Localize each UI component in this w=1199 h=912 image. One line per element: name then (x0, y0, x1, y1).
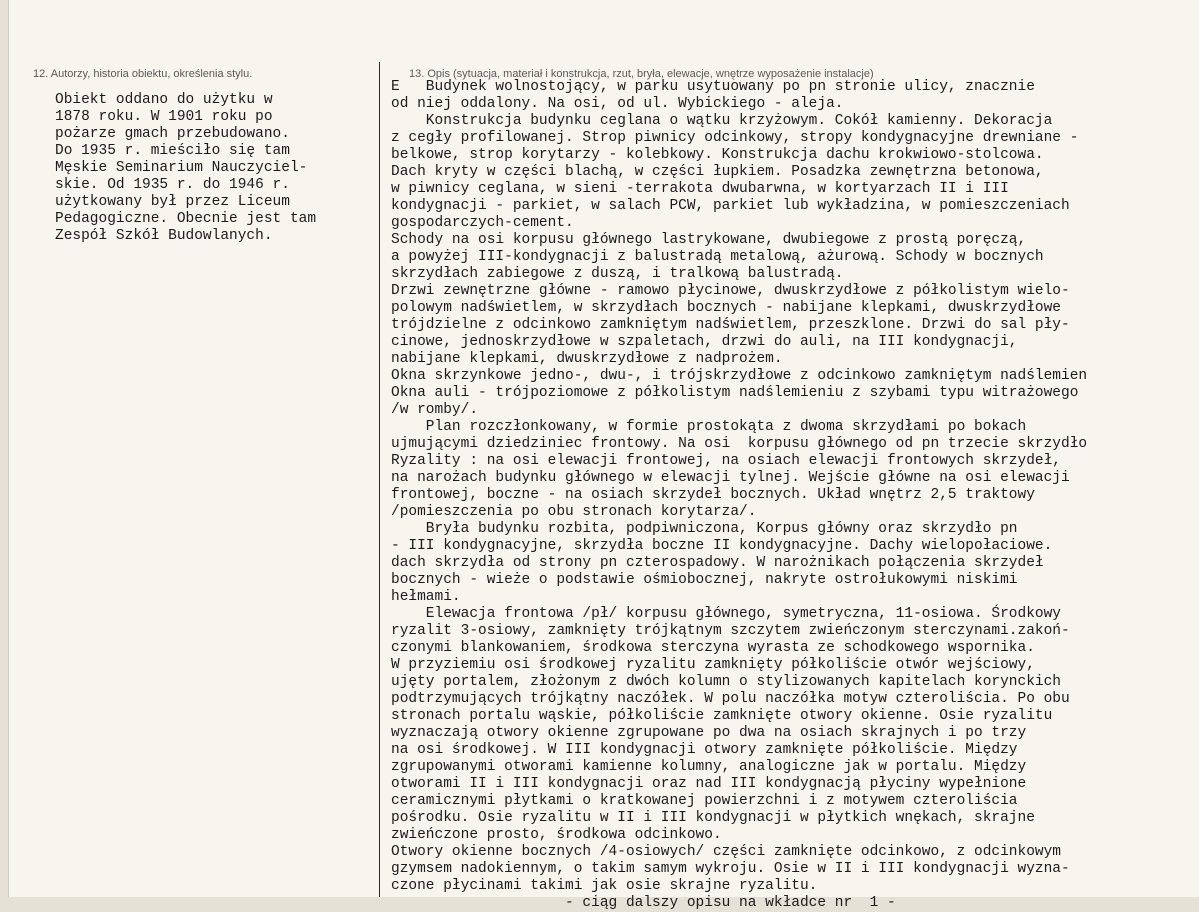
history-text-line: 1878 roku. W 1901 roku po (55, 109, 273, 125)
description-text-line: Konstrukcja budynku ceglana o wątku krzyżowym. Cokół kamienny. Dekoracja (391, 113, 1053, 129)
description-text-line: stronach portalu wąskie, półkoliście zamknięte otwory okienne. Osie ryzalitu (391, 708, 1053, 724)
description-text-line: ujmującymi dziedziniec frontowy. Na osi korpusu głównego od pn trzecie skrzydło (391, 436, 1088, 452)
description-text-line: cinowe, jednoskrzydłowe w szpaletach, drzwi do auli, na III kondygnacji, (391, 334, 1018, 350)
description-text-line: Elewacja frontowa /pł/ korpusu głównego, symetryczna, 11-osiowa. Środkowy (391, 606, 1062, 622)
left-section-header: 12. Autorzy, historia obiektu, określenia stylu. (33, 68, 253, 80)
history-text-line: Pedagogiczne. Obecnie jest tam (55, 211, 317, 227)
description-text-line: Schody na osi korpusu głównego lastrykowane, dwubiegowe z prostą poręczą, (391, 232, 1027, 248)
description-text-line: na narożach budynku głównego w elewacji tylnej. Wejście główne na osi elewacji (391, 470, 1070, 486)
history-text-line: Męskie Seminarium Nauczyciel- (55, 160, 308, 176)
description-text-line: /pomieszczenia po obu stronach korytarza/. (391, 504, 757, 520)
description-text-line: W przyziemiu osi środkowej ryzalitu zamknięty półkoliście otwór wejściowy, (391, 657, 1035, 673)
description-text-line: - ciąg dalszy opisu na wkładce nr 1 - (391, 895, 896, 911)
description-text-line: zwieńczone prosto, środkowa odcinkowo. (391, 827, 722, 843)
history-text-line: Obiekt oddano do użytku w (55, 92, 273, 108)
description-text-line: E Budynek wolnostojący, w parku usytuowany po pn stronie ulicy, znacznie (391, 79, 1035, 95)
history-text-line: skie. Od 1935 r. do 1946 r. (55, 177, 290, 193)
history-text-line: Zespół Szkół Budowlanych. (55, 228, 273, 244)
history-text-line: pożarze gmach przebudowano. (55, 126, 290, 142)
document-sheet (8, 0, 1199, 911)
description-text-line: trójdzielne z odcinkowo zamkniętym nadświetlem, przeszklone. Drzwi do sal pły- (391, 317, 1070, 333)
description-text-line: a powyżej III-kondygnacji z balustradą metalową, ażurową. Schody w bocznych (391, 249, 1044, 265)
description-text-line: w piwnicy ceglana, w sieni -terrakota dwubarwna, w kortyarzach II i III (391, 181, 1009, 197)
description-text-line: Okna skrzynkowe jedno-, dwu-, i trójskrzydłowe z odcinkowo zamkniętym nadślemien (391, 368, 1088, 384)
description-text-line: na osi środkowej. W III kondygnacji otwory zamknięte półkoliście. Między (391, 742, 1018, 758)
description-text-line: czone płycinami takimi jak osie skrajne ryzalitu. (391, 878, 818, 894)
description-text-line: wyznaczają otwory okienne zgrupowane po dwa na osiach skrajnych i po trzy (391, 725, 1027, 741)
description-text-line: zgrupowanymi otworami kamienne kolumny, analogiczne jak w portalu. Między (391, 759, 1027, 775)
description-text-line: Dach kryty w części blachą, w części łupkiem. Posadzka zewnętrzna betonowa, (391, 164, 1044, 180)
description-text-line: belkowe, strop korytarzy - kolebkowy. Konstrukcja dachu krokwiowo-stolcowa. (391, 147, 1044, 163)
description-text-line: pośrodku. Osie ryzalitu w II i III kondygnacji w płytkich wnękach, skrajne (391, 810, 1035, 826)
description-text-line: /w romby/. (391, 402, 479, 418)
column-divider (379, 62, 380, 897)
description-text-line: ryzalit 3-osiowy, zamknięty trójkątnym szczytem zwieńczonym sterczynami.zakoń- (391, 623, 1070, 639)
description-text-line: Ryzality : na osi elewacji frontowej, na osiach elewacji frontowych skrzydeł, (391, 453, 1062, 469)
description-text-line: od niej oddalony. Na osi, od ul. Wybickiego - aleja. (391, 96, 844, 112)
description-text-line: otworami II i III kondygnacji oraz nad III kondygnacją płyciny wypełnione (391, 776, 1027, 792)
description-text-line: Plan rozczłonkowany, w formie prostokąta z dwoma skrzydłami po bokach (391, 419, 1027, 435)
description-text-line: dach skrzydła od strony pn czterospadowy. W narożnikach połączenia skrzydeł (391, 555, 1044, 571)
description-text-column (391, 79, 1087, 912)
description-text-line: podtrzymujących trójkątny naczółek. W polu naczółka motyw czteroliścia. Po obu (391, 691, 1070, 707)
history-text-line: użytkowany był przez Liceum (55, 194, 290, 210)
description-text-line: ujęty portalem, złożonym z dwóch kolumn o stylizowanych kapitelach korynckich (391, 674, 1062, 690)
description-text-line: Bryła budynku rozbita, podpiwniczona, Korpus główny oraz skrzydło pn (391, 521, 1018, 537)
description-text-line: Otwory okienne bocznych /4-osiowych/ części zamknięte odcinkowo, z odcinkowym (391, 844, 1062, 860)
description-text-line: Okna auli - trójpoziomowe z półkolistym nadślemieniu z szybami typu witrażowego (391, 385, 1079, 401)
history-text-line: Do 1935 r. mieściło się tam (55, 143, 290, 159)
history-text-column (55, 92, 316, 245)
description-text-line: gzymsem nadokiennym, o takim samym wykroju. Osie w II i III kondygnacji wyzna- (391, 861, 1070, 877)
description-text-line: Drzwi zewnętrzne główne - ramowo płycinowe, dwuskrzydłowe z półkolistym wielo- (391, 283, 1070, 299)
description-text-line: polowym nadświetlem, w skrzydłach bocznych - nabijane klepkami, dwuskrzydłowe (391, 300, 1062, 316)
description-text-line: ceramicznymi płytkami o kratkowanej powierzchni i z motywem czteroliścia (391, 793, 1018, 809)
description-text-line: skrzydłach zabiegowe z duszą, i tralkową balustradą. (391, 266, 844, 282)
right-section-header: 13. Opis (sytuacja, materiał i konstrukcja, rzut, bryła, elewacje, wnętrze wyposażenie instalacje) (409, 68, 874, 80)
description-text-line: frontowej, boczne - na osiach skrzydeł bocznych. Układ wnętrz 2,5 traktowy (391, 487, 1035, 503)
description-text-line: hełmami. (391, 589, 461, 605)
description-text-line: bocznych - wieże o podstawie ośmiobocznej, nakryte ostrołukowymi niskimi (391, 572, 1018, 588)
description-text-line: nabijane klepkami, dwuskrzydłowe z nadprożem. (391, 351, 783, 367)
description-text-line: gospodarczych-cement. (391, 215, 574, 231)
description-text-line: czonymi blankowaniem, środkowa sterczyna wyrasta ze schodkowego wspornika. (391, 640, 1035, 656)
description-text-line: kondygnacji - parkiet, w salach PCW, parkiet lub wykładzina, w pomieszczeniach (391, 198, 1070, 214)
description-text-line: z cegły profilowanej. Strop piwnicy odcinkowy, stropy kondygnacyjne drewniane - (391, 130, 1079, 146)
description-text-line: - III kondygnacyjne, skrzydła boczne II kondygnacyjne. Dachy wielopołaciowe. (391, 538, 1053, 554)
